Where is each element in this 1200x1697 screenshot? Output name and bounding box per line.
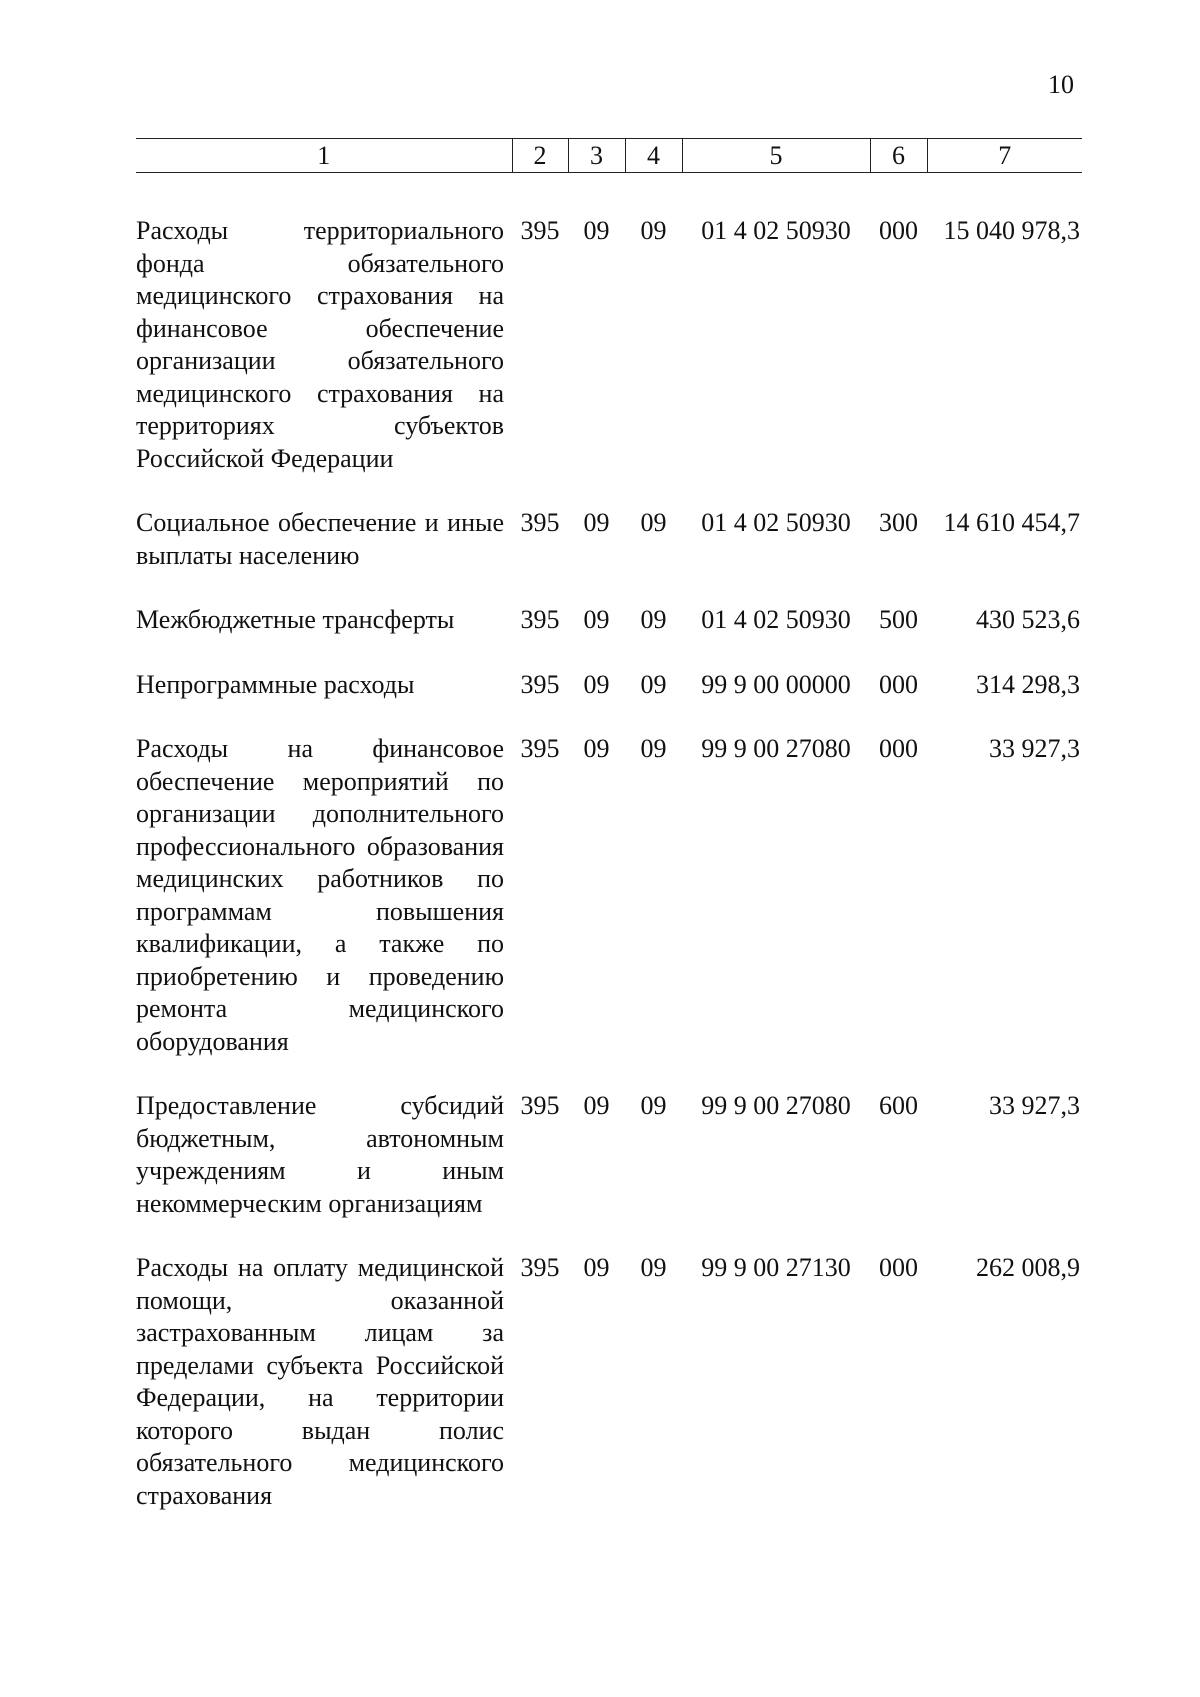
header-col-1: 1 [136, 139, 512, 173]
page-number: 10 [1048, 70, 1074, 99]
row-expense-type: 000 [879, 1253, 918, 1282]
row-target: 99 9 00 27130 [701, 1253, 851, 1282]
row-name: Расходы на оплату медицинской помощи, оказанной застрахованным лицам за пределами субъекта Российской Федерации, на территории которого выдан полис обязательного медицинского страхования [136, 1253, 504, 1510]
row-section: 09 [583, 605, 610, 634]
header-col-5: 5 [682, 139, 870, 173]
row-subsection: 09 [640, 1253, 667, 1282]
row-section: 09 [583, 1253, 610, 1282]
row-section: 09 [583, 508, 610, 537]
table-header [136, 139, 1082, 173]
row-subsection: 09 [640, 605, 667, 634]
row-admin: 395 [520, 216, 560, 245]
row-admin: 395 [520, 605, 560, 634]
row-target: 01 4 02 50930 [701, 508, 851, 537]
table-row [136, 733, 1082, 1058]
header-col-7: 7 [927, 139, 1082, 173]
row-target: 99 9 00 27080 [701, 734, 851, 763]
row-target: 99 9 00 00000 [701, 669, 851, 699]
row-target: 01 4 02 50930 [701, 605, 851, 634]
row-admin: 395 [520, 734, 560, 763]
row-admin: 395 [520, 669, 560, 699]
header-row [136, 139, 1082, 173]
row-amount: 15 040 978,3 [943, 216, 1080, 245]
header-col-6: 6 [870, 139, 927, 173]
row-subsection: 09 [640, 1091, 667, 1120]
row-name: Межбюджетные трансферты [136, 605, 455, 634]
row-admin: 395 [520, 1253, 560, 1282]
row-name: Социальное обеспечение и иные выплаты населению [136, 508, 504, 570]
header-col-3: 3 [568, 139, 625, 173]
row-section: 09 [583, 669, 610, 699]
row-section: 09 [583, 734, 610, 763]
row-expense-type: 000 [879, 734, 918, 763]
row-amount: 262 008,9 [976, 1253, 1080, 1282]
table-row [136, 215, 1082, 475]
table-row [136, 507, 1082, 572]
table-row [136, 604, 1082, 637]
row-target: 99 9 00 27080 [701, 1091, 851, 1120]
row-target: 01 4 02 50930 [701, 216, 851, 245]
row-name: Предоставление субсидий бюджетным, автономным учреждениям и иным некоммерческим организациям [136, 1091, 504, 1218]
table-row [136, 1090, 1082, 1220]
row-name: Расходы территориального фонда обязательного медицинского страхования на финансовое обеспечение организации обязательного медицинского страхования на территориях субъектов Российской Федерации [136, 216, 504, 473]
row-section: 09 [583, 1091, 610, 1120]
header-col-2: 2 [512, 139, 568, 173]
row-amount: 33 927,3 [989, 734, 1080, 763]
row-subsection: 09 [640, 734, 667, 763]
row-subsection: 09 [640, 216, 667, 245]
header-col-4: 4 [625, 139, 682, 173]
row-admin: 395 [520, 1091, 560, 1120]
row-name: Непрограммные расходы [136, 669, 415, 699]
row-subsection: 09 [640, 669, 667, 699]
budget-table [136, 138, 1082, 1512]
row-expense-type: 500 [879, 605, 918, 634]
table-row [136, 1252, 1082, 1512]
row-amount: 33 927,3 [989, 1091, 1080, 1120]
row-amount: 430 523,6 [976, 605, 1080, 634]
row-section: 09 [583, 216, 610, 245]
row-expense-type: 300 [879, 508, 918, 537]
row-expense-type: 600 [879, 1091, 918, 1120]
row-subsection: 09 [640, 508, 667, 537]
row-expense-type: 000 [879, 669, 918, 699]
row-expense-type: 000 [879, 216, 918, 245]
row-admin: 395 [520, 508, 560, 537]
row-amount: 314 298,3 [976, 669, 1080, 699]
table-row [136, 669, 1082, 702]
row-name: Расходы на финансовое обеспечение мероприятий по организации дополнительного профессионального образования медицинских работников по программам повышения квалификации, а также по приобретению и проведению ремонта медицинского оборудования [136, 734, 504, 1056]
row-amount: 14 610 454,7 [943, 508, 1080, 537]
